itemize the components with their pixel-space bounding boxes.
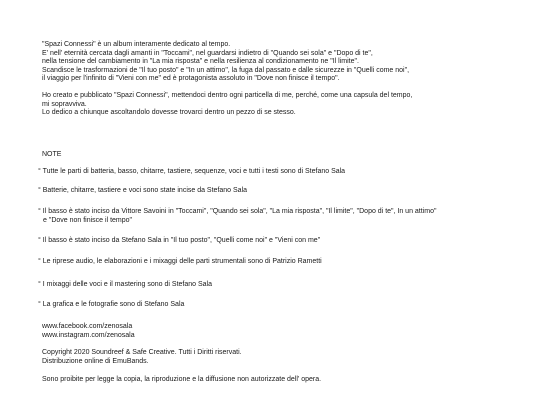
- instagram-link[interactable]: www.instagram.com/zenosala: [42, 331, 135, 339]
- copyright-line: Copyright 2020 Soundreef & Safe Creative. Tutti i Diritti riservati.: [42, 349, 242, 356]
- note-item: ° Batterie, chitarre, tastiere e voci sono state incise da Stefano Sala: [38, 187, 248, 194]
- note-item: ° Il basso è stato inciso da Vittore Savoini in "Toccami", "Quando sei sola", "La mia risposta", "Il limite", "Dopo di te", In un attimo": [38, 208, 437, 215]
- intro-line: "Spazi Connessi" è un album interamente dedicato al tempo.: [42, 41, 231, 48]
- note-item: ° I mixaggi delle voci e il mastering sono di Stefano Sala: [38, 281, 213, 288]
- note-item: ° La grafica e le fotografie sono di Stefano Sala: [38, 301, 185, 308]
- intro-line: nella tensione del cambiamento in "La mia risposta" e nella resilienza al condizionamento ne "Il limite".: [42, 58, 359, 65]
- note-item-continuation: e "Dove non finisce il tempo": [43, 216, 133, 224]
- intro-line: il viaggio per l'infinito di "Vieni con me" ed è protagonista assoluto in "Dove non finisce il tempo".: [42, 75, 340, 82]
- note-item: ° Il basso è stato inciso da Stefano Sala in "Il tuo posto", "Quelli come noi" e "Vieni con me": [38, 237, 321, 244]
- intro-line: Ho creato e pubblicato "Spazi Connessi", mettendoci dentro ogni particella di me, perché, come una capsula del tempo,: [42, 92, 413, 99]
- notes-title: NOTE: [42, 151, 62, 158]
- intro-line: mi sopravviva.: [42, 100, 87, 108]
- note-item: ° Le riprese audio, le elaborazioni e i mixaggi delle parti strumentali sono di Patrizio Rametti: [38, 258, 322, 265]
- disclaimer-line: Sono proibite per legge la copia, la riproduzione e la diffusione non autorizzate dell' opera.: [42, 376, 322, 383]
- facebook-link[interactable]: www.facebook.com/zenosala: [42, 323, 133, 330]
- intro-line: Scandisce le trasformazioni de "Il tuo posto" e "In un attimo", la fuga dal passato e dalle sicurezze in "Quelli come noi",: [42, 66, 410, 74]
- intro-line: Lo dedico a chiunque ascoltandolo dovesse trovarci dentro un pezzo di se stesso.: [42, 109, 296, 116]
- note-item: ° Tutte le parti di batteria, basso, chitarre, tastiere, sequenze, voci e tutti i testi sono di Stefano Sala: [38, 168, 346, 175]
- intro-line: E' nell' eternità cercata dagli amanti in "Toccami", nel guardarsi indietro di "Quando sei sola" e "Dopo di te",: [42, 49, 373, 57]
- distribution-line: Distribuzione online di EmuBands.: [42, 357, 149, 365]
